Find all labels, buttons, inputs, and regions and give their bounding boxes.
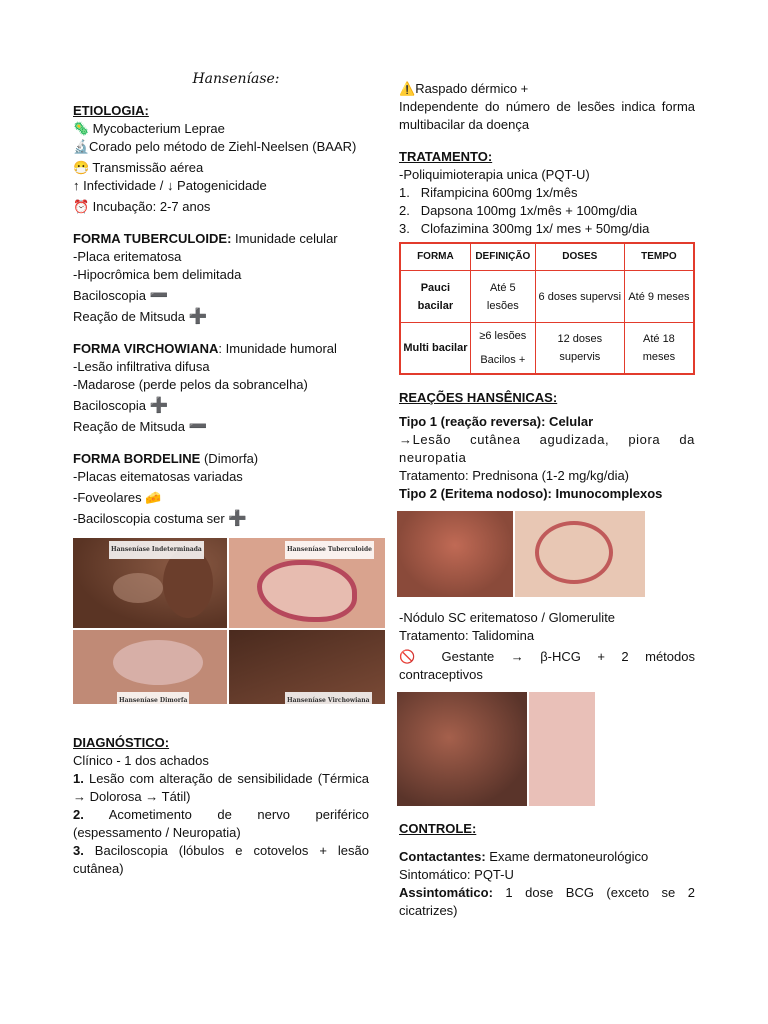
photo-caption: Hanseníase Indeterminada [109,541,204,559]
minus-icon: ➖ [188,418,208,435]
minus-icon: ➖ [149,287,169,304]
tuberculoide-line: -Placa eritematosa [73,249,182,264]
table-cell: Até 5 lesões [470,271,535,323]
alarm-clock-icon: ⏰ [73,199,90,214]
tipo2-photo [397,692,597,806]
tipo1-heading: Tipo 1 (reação reversa): Celular [399,414,594,429]
tuberculoide-line: -Hipocrômica bem delimitada [73,267,242,282]
diagnostico-item: 2. Acometimento de nervo periférico (espessamento / Neuropatia) [73,807,369,840]
page-title: Hanseníase: [192,71,280,87]
bordeline-line: -Foveolares 🧀 [73,490,162,505]
photo-back [397,692,527,806]
table-header-row [400,243,694,271]
etiologia-item: ⏰ Incubação: 2-7 anos [73,199,211,214]
microbe-icon: 🦠 [73,121,90,136]
plus-icon: ➕ [188,308,208,325]
raspado-line: ⚠️Raspado dérmico + [399,81,529,96]
tratamento-table [399,242,695,375]
table-cell: 6 doses supervsi [535,271,624,323]
photo-dimorfa [73,630,227,704]
controle-heading: CONTROLE: [399,821,477,836]
hanseniase-forms-photo-grid [73,538,385,704]
photo-tuberculoide [229,538,385,628]
table-cell: Até 9 meses [624,271,694,323]
diagnostico-item: 3. Baciloscopia (lóbulos e cotovelos + lesão cutânea) [73,843,369,876]
tuberculoide-mitsuda: Reação de Mitsuda ➕ [73,308,208,325]
table-cell: ≥6 lesões Bacilos + [470,323,535,375]
table-cell: Pauci bacilar [400,271,470,323]
lesion-shape [257,560,357,622]
cheese-icon: 🧀 [145,490,162,505]
raspado-text: Independente do número de lesões indica forma multibacilar da doença [399,99,695,132]
table-row [400,271,694,323]
virchowiana-heading: FORMA VIRCHOWIANA: Imunidade humoral [73,341,337,356]
photo-caption: Hanseníase Virchowiana [285,692,372,704]
tipo1-line: →Lesão cutânea agudizada, piora da neuropatia [399,432,695,465]
sneezing-face-icon: 😷 [73,160,90,175]
tratamento-item: 1. Rifampicina 600mg 1x/mês [399,185,578,200]
lesion-shape [113,573,163,603]
table-header: DEFINIÇÃO [470,243,535,271]
controle-contactantes: Contactantes: Exame dermatoneurológico [399,849,649,864]
photo-caption: Hanseníase Dimorfa [117,692,189,704]
photo-arm [515,511,645,597]
plus-icon: ➕ [149,397,169,414]
left-column [73,70,372,878]
table-cell: Até 18 meses [624,323,694,375]
etiologia-item [73,177,369,195]
controle-sintomatico: Sintomático: PQT-U [399,867,514,882]
tipo1-photo [397,511,647,597]
photo-legs [529,692,595,806]
table-header: DOSES [535,243,624,271]
table-cell: Multi bacilar [400,323,470,375]
diagnostico-heading: DIAGNÓSTICO: [73,735,170,750]
tratamento-intro: -Poliquimioterapia unica (PQT-U) [399,167,590,182]
photo-indeterminada [73,538,227,628]
table-header: TEMPO [624,243,694,271]
right-column [399,80,695,920]
diagnostico-intro: Clínico - 1 dos achados [73,753,209,768]
gestante-line: 🚫 Gestante → β-HCG + 2 métodos contraceptivos [399,649,695,682]
table-row [400,323,694,375]
etiologia-item: 🦠 Mycobacterium Leprae [73,121,225,136]
etiologia-item: 🔬Corado pelo método de Ziehl-Neelsen (BAAR) [73,139,357,154]
tratamento-item: 2. Dapsona 100mg 1x/mês + 100mg/dia [399,203,638,218]
prohibited-icon: 🚫 [399,649,426,664]
photo-caption: Hanseníase Tuberculoide [285,541,374,559]
warning-icon: ⚠️ [399,81,416,96]
tuberculoide-heading: FORMA TUBERCULOIDE: Imunidade celular [73,231,338,246]
microscope-icon: 🔬 [73,139,90,154]
etiologia-heading: ETIOLOGIA: [73,103,149,118]
tipo2-tratamento: Tratamento: Talidomina [399,628,535,643]
bordeline-line: -Placas eitematosas variadas [73,469,243,484]
virchowiana-line: -Lesão infiltrativa difusa [73,359,210,374]
tuberculoide-baciloscopia: Baciloscopia ➖ [73,287,169,304]
diagnostico-item: 1. Lesão com alteração de sensibilidade (Térmica → Dolorosa → Tátil) [73,771,369,804]
virchowiana-line: -Madarose (perde pelos da sobrancelha) [73,377,308,392]
virchowiana-baciloscopia: Baciloscopia ➕ [73,397,169,414]
table-cell: 12 doses supervis [535,323,624,375]
lesion-shape [113,640,203,685]
reacoes-heading: REAÇÕES HANSÊNICAS: [399,390,558,405]
bordeline-line: -Baciloscopia costuma ser ➕ [73,510,248,527]
tipo2-heading: Tipo 2 (Eritema nodoso): Imunocomplexos [399,486,663,501]
tipo1-tratamento: Tratamento: Prednisona (1-2 mg/kg/dia) [399,468,630,483]
photo-virchowiana [229,630,385,704]
tratamento-item: 3. Clofazimina 300mg 1x/ mes + 50mg/dia [399,221,650,236]
lesion-shape [535,521,613,584]
tratamento-heading: TRATAMENTO: [399,149,493,164]
table-header: FORMA [400,243,470,271]
tipo2-line: -Nódulo SC eritematoso / Glomerulite [399,610,616,625]
plus-icon: ➕ [228,510,248,527]
etiologia-item: 😷 Transmissão aérea [73,160,204,175]
virchowiana-mitsuda: Reação de Mitsuda ➖ [73,418,208,435]
controle-assintomatico: Assintomático: 1 dose BCG (exceto se 2 cicatrizes) [399,885,695,918]
bordeline-heading: FORMA BORDELINE (Dimorfa) [73,451,259,466]
photo-back [397,511,513,597]
arrows-icon: ↑ Infectividade / ↓ Patogenicidade [73,178,267,193]
